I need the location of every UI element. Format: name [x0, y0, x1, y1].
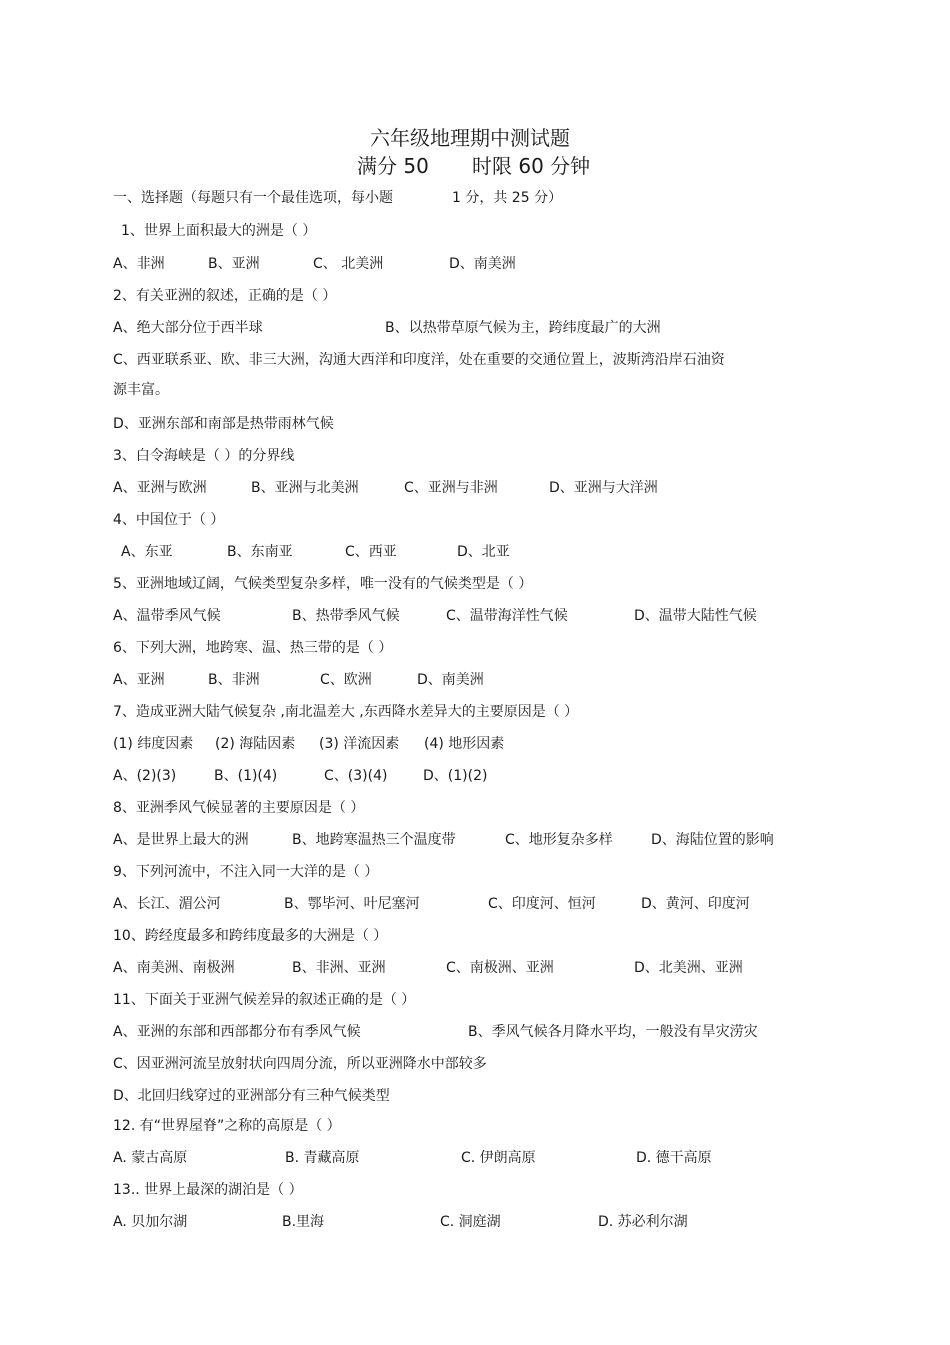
q1-option-d: D、南美洲: [449, 256, 516, 272]
question-3: 3、白令海峡是（ ）的分界线: [113, 448, 295, 464]
q7-factor-1: (1) 纬度因素: [113, 736, 194, 752]
q8-option-c: C、地形复杂多样: [505, 832, 613, 848]
q12-option-c: C. 伊朗高原: [461, 1150, 536, 1166]
q13-option-b: B.里海: [282, 1214, 325, 1230]
section-heading: 一、选择题（每题只有一个最佳选项，每小题: [113, 190, 393, 206]
question-12: 12. 有“世界屋脊”之称的高原是（ ）: [113, 1118, 341, 1134]
q13-option-a: A. 贝加尔湖: [113, 1214, 188, 1230]
question-11: 11、下面关于亚洲气候差异的叙述正确的是（ ）: [113, 992, 416, 1008]
q4-option-d: D、北亚: [457, 544, 510, 560]
q3-option-d: D、亚洲与大洋洲: [549, 480, 658, 496]
section-heading-score: 1 分，共 25 分）: [452, 190, 563, 206]
question-4: 4、中国位于（ ）: [113, 512, 225, 528]
q2-option-c-line2: 源丰富。: [113, 382, 169, 398]
q1-option-b: B、亚洲: [208, 256, 260, 272]
q7-factor-3: (3) 洋流因素: [319, 736, 400, 752]
q12-option-d: D. 德干高原: [636, 1150, 712, 1166]
q6-option-a: A、亚洲: [113, 672, 165, 688]
q10-option-c: C、南极洲、亚洲: [446, 960, 554, 976]
q2-option-d: D、亚洲东部和南部是热带雨林气候: [113, 416, 334, 432]
q3-option-c: C、亚洲与非洲: [404, 480, 498, 496]
question-8: 8、亚洲季风气候显著的主要原因是（ ）: [113, 800, 365, 816]
q10-option-d: D、北美洲、亚洲: [634, 960, 743, 976]
q7-option-a: A、(2)(3): [113, 768, 177, 784]
question-1: 1、世界上面积最大的洲是（ ）: [121, 223, 317, 239]
q7-factor-4: (4) 地形因素: [424, 736, 505, 752]
q4-option-a: A、东亚: [121, 544, 173, 560]
q9-option-b: B、鄂毕河、叶尼塞河: [284, 896, 420, 912]
q11-option-c: C、因亚洲河流呈放射状向四周分流，所以亚洲降水中部较多: [113, 1056, 487, 1072]
q3-option-b: B、亚洲与北美洲: [251, 480, 359, 496]
subtitle-time: 时限 60 分钟: [472, 154, 591, 178]
q1-option-a: A、非洲: [113, 256, 165, 272]
q10-option-b: B、非洲、亚洲: [292, 960, 386, 976]
q10-option-a: A、南美洲、南极洲: [113, 960, 235, 976]
q2-option-b: B、以热带草原气候为主，跨纬度最广的大洲: [385, 320, 661, 336]
question-2: 2、有关亚洲的叙述，正确的是（ ）: [113, 288, 337, 304]
q11-option-d: D、北回归线穿过的亚洲部分有三种气候类型: [113, 1088, 390, 1104]
q1-option-c: C、 北美洲: [313, 256, 384, 272]
q7-option-d: D、(1)(2): [423, 768, 488, 784]
q8-option-d: D、海陆位置的影响: [651, 832, 774, 848]
question-7: 7、造成亚洲大陆气候复杂 ,南北温差大 ,东西降水差异大的主要原因是（ ）: [113, 704, 579, 720]
q3-option-a: A、亚洲与欧洲: [113, 480, 207, 496]
q7-option-b: B、(1)(4): [214, 768, 278, 784]
q9-option-c: C、印度河、恒河: [488, 896, 596, 912]
subtitle-score: 满分 50: [357, 154, 429, 178]
q12-option-b: B. 青藏高原: [285, 1150, 360, 1166]
question-6: 6、下列大洲，地跨寒、温、热三带的是（ ）: [113, 640, 393, 656]
question-13: 13.. 世界上最深的湖泊是（ ）: [113, 1182, 303, 1198]
q12-option-a: A. 蒙古高原: [113, 1150, 188, 1166]
q5-option-c: C、温带海洋性气候: [446, 608, 568, 624]
q5-option-d: D、温带大陆性气候: [634, 608, 757, 624]
page-title: 六年级地理期中测试题: [370, 126, 570, 150]
q4-option-b: B、东南亚: [227, 544, 293, 560]
q6-option-d: D、南美洲: [417, 672, 484, 688]
q7-option-c: C、(3)(4): [324, 768, 388, 784]
q2-option-a: A、绝大部分位于西半球: [113, 320, 263, 336]
question-10: 10、跨经度最多和跨纬度最多的大洲是（ ）: [113, 928, 388, 944]
q11-option-b: B、季风气候各月降水平均，一般没有旱灾涝灾: [468, 1024, 758, 1040]
q13-option-c: C. 洞庭湖: [440, 1214, 501, 1230]
q8-option-a: A、是世界上最大的洲: [113, 832, 249, 848]
q4-option-c: C、西亚: [345, 544, 397, 560]
q9-option-d: D、黄河、印度河: [641, 896, 750, 912]
q8-option-b: B、地跨寒温热三个温度带: [292, 832, 456, 848]
q6-option-b: B、非洲: [208, 672, 260, 688]
q9-option-a: A、长江、湄公河: [113, 896, 221, 912]
q5-option-a: A、温带季风气候: [113, 608, 221, 624]
q7-factor-2: (2) 海陆因素: [215, 736, 296, 752]
q2-option-c-line1: C、西亚联系亚、欧、非三大洲，沟通大西洋和印度洋，处在重要的交通位置上，波斯湾沿岸石油资: [113, 352, 725, 368]
question-5: 5、亚洲地域辽阔，气候类型复杂多样，唯一没有的气候类型是（ ）: [113, 576, 533, 592]
q11-option-a: A、亚洲的东部和西部都分布有季风气候: [113, 1024, 361, 1040]
q5-option-b: B、热带季风气候: [292, 608, 400, 624]
question-9: 9、下列河流中，不注入同一大洋的是（ ）: [113, 864, 379, 880]
q13-option-d: D. 苏必利尔湖: [598, 1214, 688, 1230]
q6-option-c: C、欧洲: [320, 672, 372, 688]
